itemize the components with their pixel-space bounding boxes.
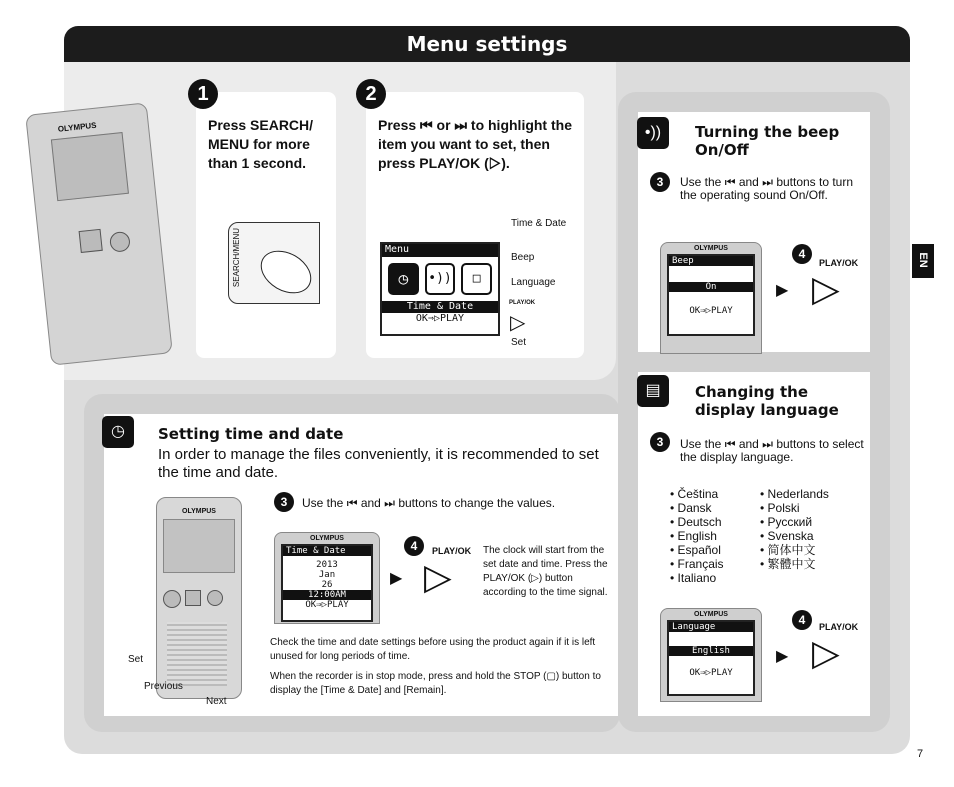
menu-screen [380,242,500,336]
beep-screen-title: Beep [669,256,753,266]
language-option: • Français [670,557,724,571]
beep-screen-value: On [669,282,753,292]
label-next: Next [206,696,227,707]
page-title: Menu settings [64,26,910,62]
step1-number: 1 [188,79,218,109]
timedate-device-display [163,519,235,573]
language-tab-label: EN [917,252,929,268]
language-screen-footer: OK⇒▷PLAY [689,668,733,678]
timedate-intro: In order to manage the files conveniently, it is recommended to set the time and date. [158,446,599,481]
language-option: • Nederlands [760,487,829,501]
timedate-screen-month: Jan [318,570,336,580]
timedate-stop-button [185,590,201,606]
timedate-device [156,497,242,699]
timedate-screen-day: 26 [321,580,333,590]
language-step4-number: 4 [792,610,812,630]
timedate-screen-brand: OLYMPUS [310,535,344,542]
language-option: • Deutsch [670,515,722,529]
menu-footer-action: OK⇒▷PLAY [415,313,465,324]
menu-title: Menu [385,244,410,255]
language-option: • Svenska [760,529,814,543]
language-option: • Español [670,543,721,557]
language-play-ok-label: PLAY/OK [819,622,859,632]
language-title: Changing the display language [695,383,839,419]
timedate-play-ok-label: PLAY/OK [432,546,472,556]
timedate-device-brand: OLYMPUS [182,508,216,515]
recorder-illustration [25,102,173,365]
step1-text: Press SEARCH/ MENU for more than 1 second. [208,117,314,171]
language-arrow-icon: ▶ [776,648,789,665]
language-option: • Dansk [670,501,712,515]
beep-screen [667,254,755,336]
label-set: Set [128,654,144,665]
stop-note: When the recorder is in stop mode, press and hold the STOP (▢) button to display the [Time & Date] and [Remain]. [270,671,601,696]
timedate-rec-button [207,590,223,606]
beep-play-ok-label: PLAY/OK [819,258,859,268]
recorder-stop-button [79,229,103,253]
language-option: • Polski [760,501,800,515]
language-play-ok-icon: ▷ [812,632,840,673]
brand-text: OLYMPUS [57,120,97,134]
timedate-arrow-icon: ▶ [390,570,403,587]
timedate-screen-title: Time & Date [283,546,371,556]
beep-device-brand: OLYMPUS [694,245,728,252]
language-option: • Čeština [670,487,719,501]
language-step3-text: Use the ⏮ and ⏭ buttons to select the display language. [680,437,864,464]
search-menu-button-illustration [228,222,320,304]
timedate-screen-footer: OK⇒▷PLAY [305,600,349,610]
menu-footer-item: Time & Date [382,301,498,313]
label-previous: Previous [144,681,183,692]
timedate-screen-year: 2013 [316,560,338,570]
beep-screen-footer: OK⇒▷PLAY [689,306,733,316]
timedate-screen-device [274,532,380,624]
beep-section-icon: •)) [637,117,669,149]
clock-section-icon: ◷ [102,416,134,448]
finger-icon [253,242,319,302]
beep-play-ok-icon: ▷ [812,268,840,309]
play-ok-icon: ▷ [510,312,526,334]
page-number: 7 [917,748,924,760]
language-section-icon: ▤ [637,375,669,407]
timedate-play-ok-icon: ▷ [424,556,452,597]
beep-arrow-icon: ▶ [776,282,789,299]
beep-icon: •)) [425,263,456,295]
language-option: • 简体中文 [760,543,816,557]
timedate-step3-text: Use the ⏮ and ⏭ buttons to change the values. [302,496,556,510]
step2-number: 2 [356,79,386,109]
timedate-step4-number: 4 [404,536,424,556]
check-note: Check the time and date settings before using the product again if it is left unused for long periods of time. [270,637,596,662]
callout-beep: Beep [511,252,535,263]
callout-play-ok: PLAY/OK [509,300,536,306]
beep-step3-number: 3 [650,172,670,192]
language-option: • 繁體中文 [760,557,816,571]
language-tab [912,244,934,278]
timedate-step3-number: 3 [274,492,294,512]
timedate-title: Setting time and date [158,425,344,443]
menu-title-bar [382,244,498,257]
timedate-screen [281,544,373,622]
language-list-col2 [760,487,860,571]
language-device [660,608,762,702]
callout-time-date: Time & Date [511,218,567,229]
speaker-grill [167,622,227,686]
language-screen-title: Language [669,622,753,632]
callout-set: Set [511,337,527,348]
search-menu-label: SEARCH/MENU [232,227,242,288]
recorder-rec-button [109,231,131,253]
language-option: • Italiano [670,571,717,585]
language-screen [667,620,755,696]
language-icon: □ [461,263,492,295]
recorder-display [51,132,129,201]
beep-title: Turning the beep On/Off [695,123,840,159]
language-device-brand: OLYMPUS [694,611,728,618]
language-list-col1 [670,487,758,585]
language-screen-value: English [669,646,753,656]
step2-text: Press ⏮ or ⏭ to highlight the item you want to set, then press PLAY/OK (▷). [378,117,572,171]
language-option: • English [670,529,717,543]
clock-note: The clock will start from the set date and time. Press the PLAY/OK (▷) button according to the time signal. [483,545,608,598]
clock-icon: ◷ [388,263,419,295]
timedate-prev-button [163,590,181,608]
timedate-screen-time: 12:00AM [283,590,371,600]
beep-step3-text: Use the ⏮ and ⏭ buttons to turn the operating sound On/Off. [680,175,854,202]
language-option: • Русский [760,515,813,529]
language-step3-number: 3 [650,432,670,452]
callout-language: Language [511,277,556,288]
beep-step4-number: 4 [792,244,812,264]
beep-device [660,242,762,354]
